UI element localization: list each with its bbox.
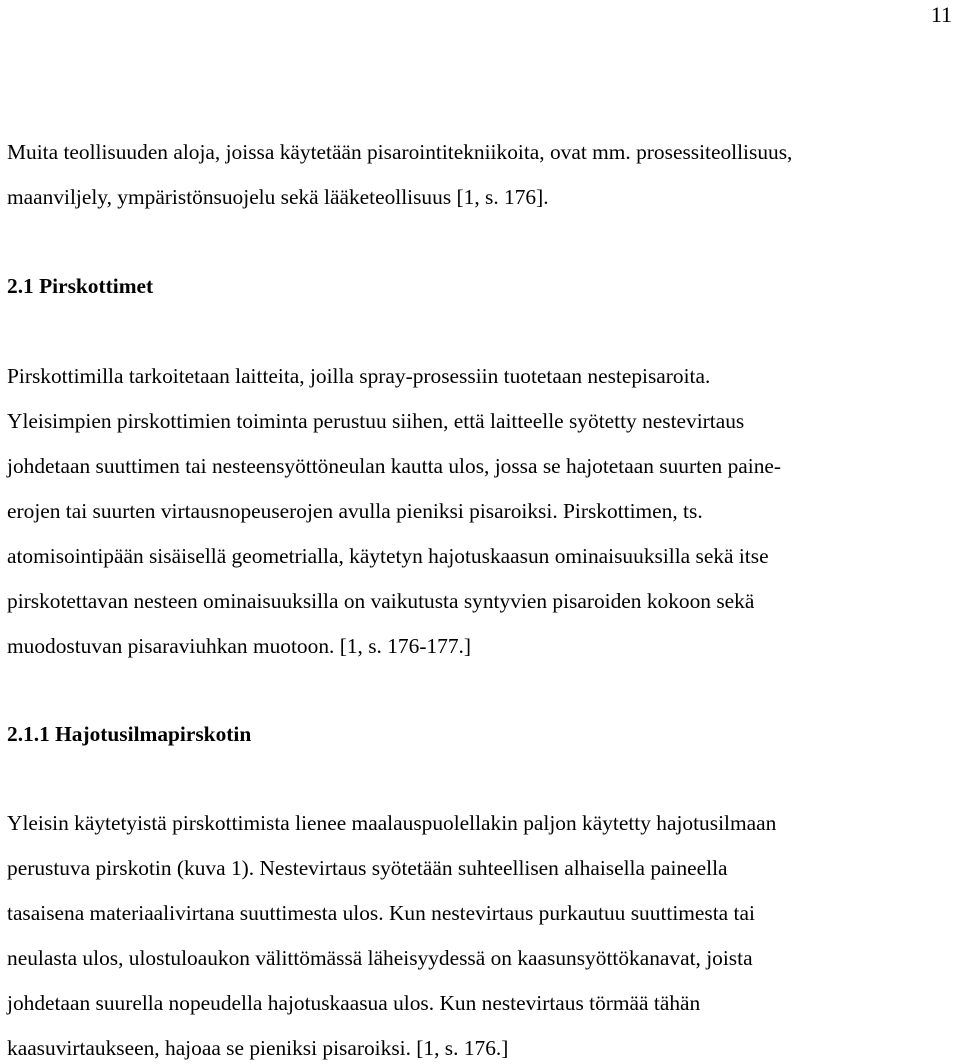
text-line: kaasuvirtaukseen, hajoaa se pieniksi pisaroiksi. [1, s. 176.] [7, 1036, 509, 1060]
text-line: Muita teollisuuden aloja, joissa käytetään pisarointitekniikoita, ovat mm. prosessiteollisuus, [7, 140, 793, 164]
text-line: pirskotettavan nesteen ominaisuuksilla on vaikutusta syntyvien pisaroiden kokoon sekä [7, 589, 755, 613]
text-line: Yleisimpien pirskottimien toiminta perustuu siihen, että laitteelle syötetty nestevirtaus [7, 409, 745, 433]
text-line: tasaisena materiaalivirtana suuttimesta ulos. Kun nestevirtaus purkautuu suuttimesta tai [7, 901, 755, 925]
text-line: neulasta ulos, ulostuloaukon välittömässä läheisyydessä on kaasunsyöttökanavat, joista [7, 946, 753, 970]
text-line: Pirskottimilla tarkoitetaan laitteita, joilla spray-prosessiin tuotetaan nestepisaroita. [7, 364, 711, 388]
text-line: erojen tai suurten virtausnopeuserojen avulla pieniksi pisaroiksi. Pirskottimen, ts. [7, 499, 703, 523]
text-line: perustuva pirskotin (kuva 1). Nestevirtaus syötetään suhteellisen alhaisella paineella [7, 856, 728, 880]
text-line: Yleisin käytetyistä pirskottimista lienee maalauspuolellakin paljon käytetty hajotusilmaan [7, 811, 777, 835]
text-line: maanviljely, ympäristönsuojelu sekä lääketeollisuus [1, s. 176]. [7, 185, 549, 209]
section-heading-hajotusilmapirskotin: 2.1.1 Hajotusilmapirskotin [7, 722, 252, 746]
text-line: atomisointipään sisäisellä geometrialla, käytetyn hajotuskaasun ominaisuuksilla sekä itse [7, 544, 769, 568]
page-number: 11 [930, 2, 952, 27]
text-line: johdetaan suuttimen tai nesteensyöttöneulan kautta ulos, jossa se hajotetaan suurten paine- [7, 454, 782, 478]
text-line: muodostuvan pisaraviuhkan muotoon. [1, s. 176-177.] [7, 634, 472, 658]
text-line: johdetaan suurella nopeudella hajotuskaasua ulos. Kun nestevirtaus törmää tähän [7, 991, 701, 1015]
section-heading-pirskottimet: 2.1 Pirskottimet [7, 274, 154, 298]
